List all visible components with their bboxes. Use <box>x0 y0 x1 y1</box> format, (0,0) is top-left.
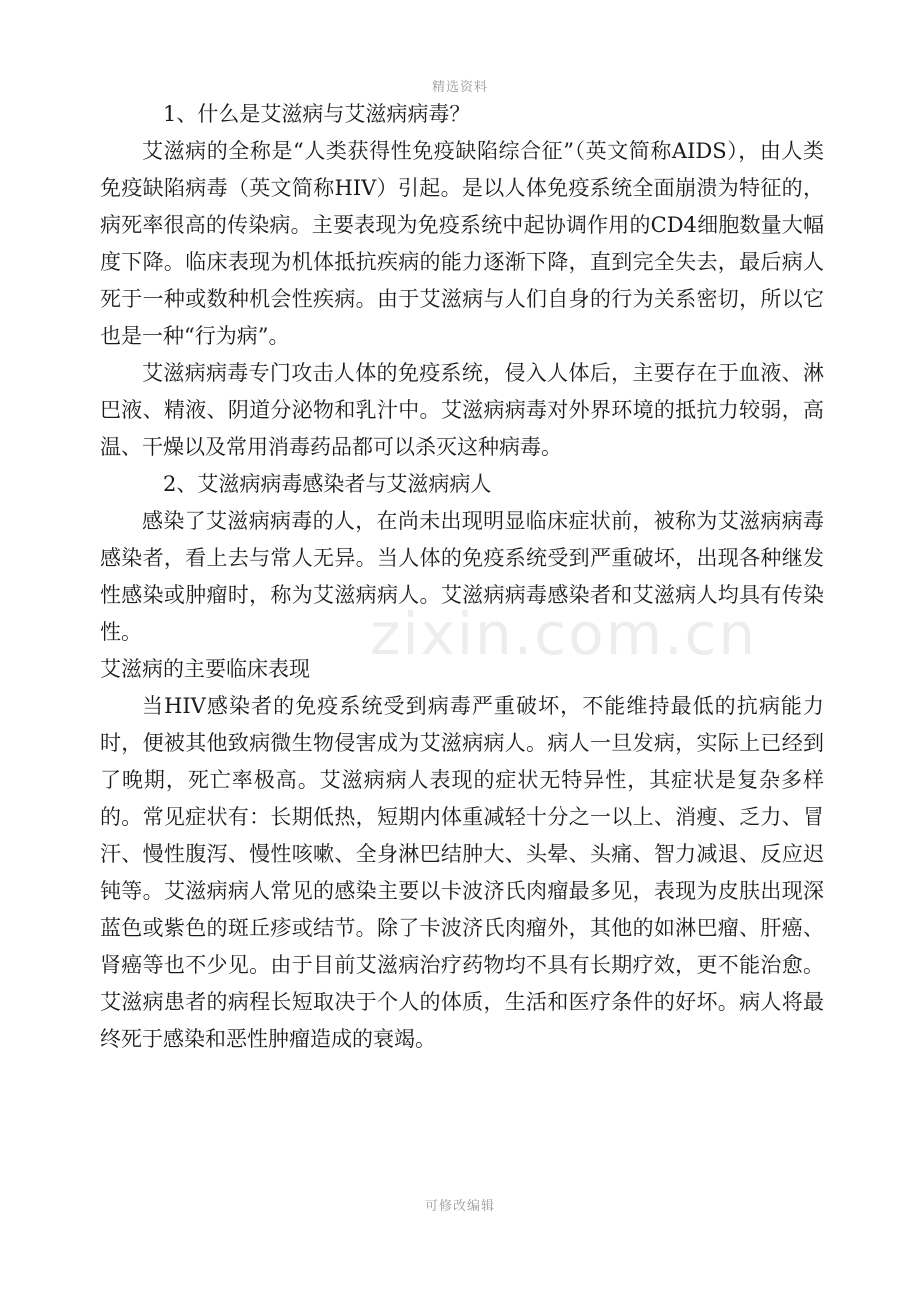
section-heading-1: 1、什么是艾滋病与艾滋病病毒？ <box>163 102 471 126</box>
paragraph-1: 艾滋病的全称是“人类获得性免疫缺陷综合征”（英文简称AIDS），由人类免疫缺陷病毒（英文简称HIV）引起。是以人体免疫系统全面崩溃为特征的，病死率很高的传染病。主要表现为免疫系统中起协调作用的CD4细胞数量大幅度下降。临床表现为机体抵抗疾病的能力逐渐下降，直到完全失去，最后病人死于一种或数种机会性疾病。由于艾滋病与人们自身的行为关系密切，所以它也是一种“行为病”。 <box>100 139 824 348</box>
paragraph-2: 艾滋病病毒专门攻击人体的免疫系统，侵入人体后，主要存在于血液、淋巴液、精液、阴道分泌物和乳汁中。艾滋病病毒对外界环境的抵抗力较弱，高温、干燥以及常用消毒药品都可以杀灭这种病毒。 <box>100 361 824 459</box>
paragraph-3: 感染了艾滋病病毒的人，在尚未出现明显临床症状前，被称为艾滋病病毒感染者，看上去与常人无异。当人体的免疫系统受到严重破坏，出现各种继发性感染或肿瘤时，称为艾滋病病人。艾滋病病毒感染者和艾滋病人均具有传染性。 <box>100 509 824 644</box>
document-body <box>100 96 824 1058</box>
page-footer: 可修改编辑 <box>424 1199 495 1214</box>
watermark: zixin.com.cn <box>370 600 758 668</box>
section-heading-2: 2、艾滋病病毒感染者与艾滋病病人 <box>163 472 492 496</box>
section-heading-3: 艾滋病的主要临床表现 <box>100 657 310 681</box>
paragraph-4: 当HIV感染者的免疫系统受到病毒严重破坏，不能维持最低的抗病能力时，便被其他致病微生物侵害成为艾滋病病人。病人一旦发病，实际上已经到了晚期，死亡率极高。艾滋病病人表现的症状无特异性，其症状是复杂多样的。常见症状有：长期低热，短期内体重减轻十分之一以上、消瘦、乏力、冒汗、慢性腹泻、慢性咳嗽、全身淋巴结肿大、头晕、头痛、智力减退、反应迟钝等。艾滋病病人常见的感染主要以卡波济氏肉瘤最多见，表现为皮肤出现深蓝色或紫色的斑丘疹或结节。除了卡波济氏肉瘤外，其他的如淋巴瘤、肝癌、肾癌等也不少见。由于目前艾滋病治疗药物均不具有长期疗效，更不能治愈。艾滋病患者的病程长短取决于个人的体质，生活和医疗条件的好坏。病人将最终死于感染和恶性肿瘤造成的衰竭。 <box>100 694 824 1051</box>
page-header: 精选资料 <box>431 80 488 95</box>
